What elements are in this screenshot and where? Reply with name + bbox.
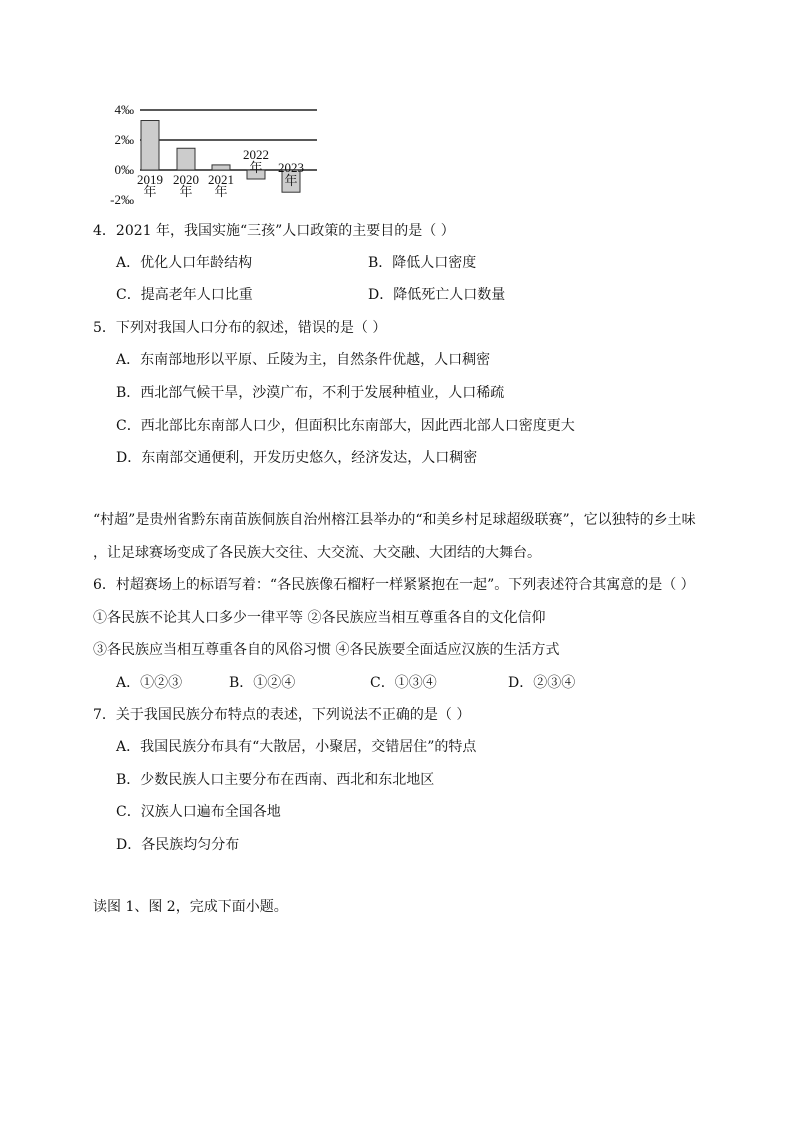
q5-option-c[interactable]: C．西北部比东南部人口少，但面积比东南部大，因此西北部人口密度更大 [116, 418, 575, 434]
bar-2020 [177, 148, 195, 170]
q6-option-c[interactable]: C．①③④ [370, 675, 437, 691]
passage-line-1: “村超”是贵州省黔东南苗族侗族自治州榕江县举办的“和美乡村足球超级联赛”，它以独特的乡土味 [93, 512, 696, 528]
q5-option-d[interactable]: D．东南部交通便利，开发历史悠久，经济发达，人口稠密 [116, 450, 478, 466]
read-instruction: 读图 1、图 2，完成下面小题。 [93, 899, 288, 915]
q7-stem: 7．关于我国民族分布特点的表述，下列说法不正确的是（ ） [93, 707, 471, 723]
q6-statements-line-1: ①各民族不论其人口多少一律平等 ②各民族应当相互尊重各自的文化信仰 [93, 610, 546, 626]
y-tick-label-3: -2‰ [110, 192, 134, 207]
q4-option-a[interactable]: A．优化人口年龄结构 [116, 255, 253, 271]
x-label-year-2020: 2020 [173, 172, 199, 187]
q6-option-a[interactable]: A．①②③ [116, 675, 183, 691]
q5-option-a[interactable]: A．东南部地形以平原、丘陵为主，自然条件优越，人口稠密 [116, 352, 491, 368]
q7-option-d[interactable]: D．各民族均匀分布 [116, 837, 240, 853]
q4-option-d[interactable]: D．降低死亡人口数量 [368, 287, 506, 303]
x-label-year-2022: 2022 [243, 147, 269, 162]
q6-option-b[interactable]: B．①②④ [229, 675, 296, 691]
q4-stem: 4．2021 年，我国实施“三孩”人口政策的主要目的是（ ） [93, 223, 455, 239]
q7-option-a[interactable]: A．我国民族分布具有“大散居，小聚居，交错居住”的特点 [116, 739, 477, 755]
passage-line-2: ，让足球赛场变成了各民族大交往、大交流、大交融、大团结的大舞台。 [93, 545, 541, 561]
q5-option-b[interactable]: B．西北部气候干旱，沙漠广布，不利于发展种植业，人口稀疏 [116, 385, 505, 401]
y-tick-label-2: 0‰ [114, 162, 134, 177]
x-label-unit-2021: 年 [214, 184, 228, 199]
chart-svg [100, 100, 330, 210]
x-label-unit-2023: 年 [284, 173, 298, 189]
x-label-unit-2022: 年 [249, 160, 263, 175]
population-growth-chart [100, 100, 330, 210]
x-label-unit-2019: 年 [143, 184, 157, 199]
q7-option-c[interactable]: C．汉族人口遍布全国各地 [116, 804, 281, 820]
y-tick-label-0: 4‰ [114, 102, 134, 117]
q7-option-b[interactable]: B．少数民族人口主要分布在西南、西北和东北地区 [116, 772, 435, 788]
bar-2019 [141, 121, 159, 171]
q6-stem: 6．村超赛场上的标语写着：“各民族像石榴籽一样紧紧抱在一起”。下列表述符合其寓意的是（ ） [93, 577, 695, 593]
bar-2021 [212, 165, 230, 170]
q5-stem: 5．下列对我国人口分布的叙述，错误的是（ ） [93, 320, 387, 336]
q6-option-d[interactable]: D．②③④ [508, 675, 576, 691]
x-label-year-2021: 2021 [208, 172, 234, 187]
y-tick-label-1: 2‰ [114, 132, 134, 147]
x-label-unit-2020: 年 [179, 184, 193, 199]
x-label-year-2019: 2019 [137, 172, 163, 187]
q4-option-c[interactable]: C．提高老年人口比重 [116, 287, 253, 303]
q4-option-b[interactable]: B．降低人口密度 [368, 255, 477, 271]
x-label-year-2023: 2023 [278, 160, 304, 176]
q6-statements-line-2: ③各民族应当相互尊重各自的风俗习惯 ④各民族要全面适应汉族的生活方式 [93, 642, 560, 658]
